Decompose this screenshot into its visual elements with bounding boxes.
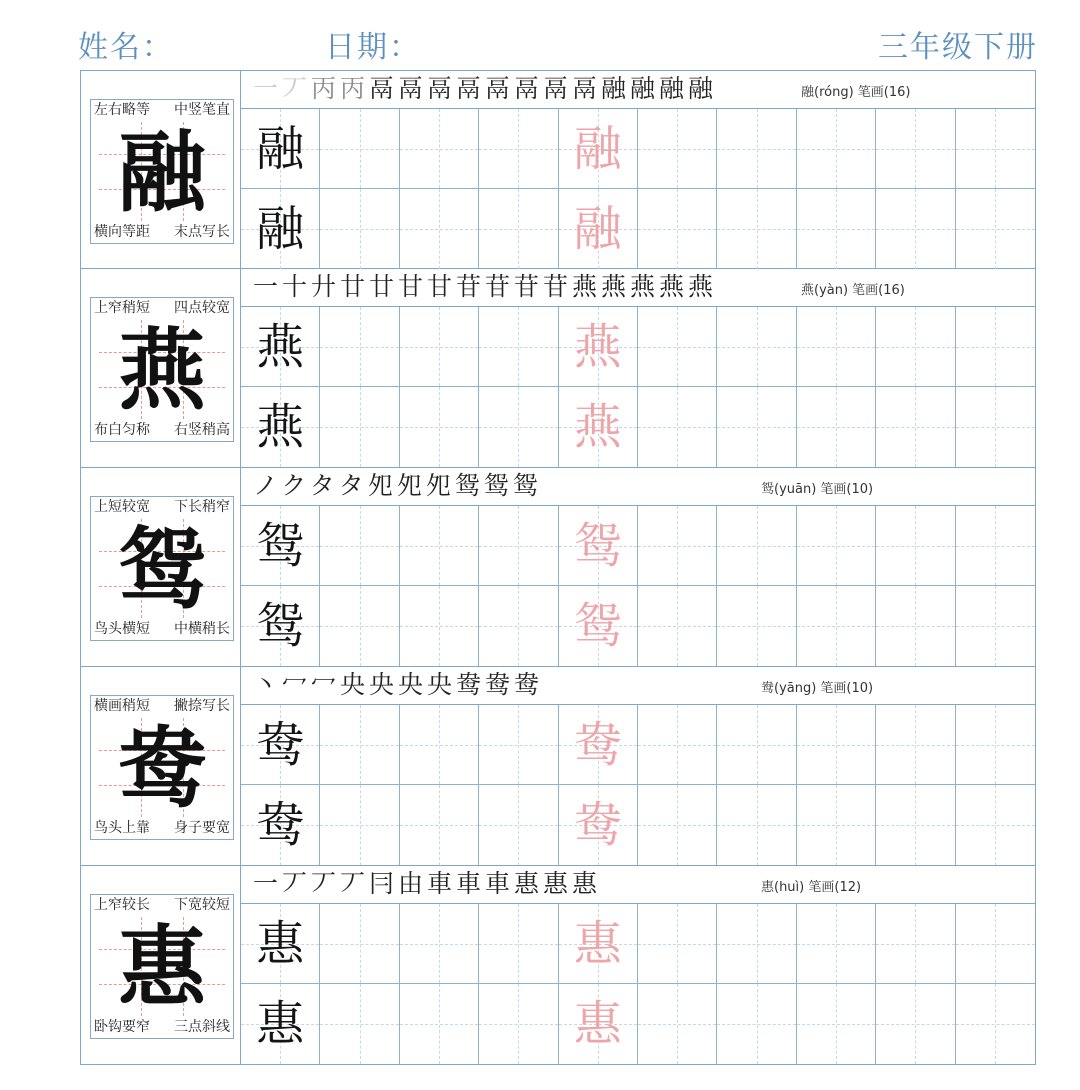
writing-cell[interactable]: [479, 506, 558, 586]
example-cell: [559, 109, 638, 189]
example-cell: [559, 984, 638, 1064]
writing-tip: 中横稍长: [174, 621, 230, 637]
writing-cell[interactable]: [638, 506, 717, 586]
writing-cell[interactable]: [400, 586, 479, 666]
writing-cell[interactable]: [717, 785, 796, 865]
writing-cell[interactable]: [876, 586, 955, 666]
writing-cell[interactable]: [876, 904, 955, 984]
writing-cell[interactable]: [479, 109, 558, 189]
writing-cell[interactable]: [956, 705, 1035, 785]
writing-cell[interactable]: [797, 705, 876, 785]
writing-cell[interactable]: [717, 586, 796, 666]
writing-cell[interactable]: [320, 785, 399, 865]
trace-character: 融: [573, 201, 622, 257]
model-column: [81, 71, 241, 269]
writing-tip: 撇捺写长: [174, 698, 230, 714]
stroke-sequence: [253, 271, 717, 303]
model-character: 鸳: [117, 517, 206, 621]
writing-cell[interactable]: [479, 307, 558, 387]
example-character: 鸳: [256, 598, 305, 654]
writing-cell[interactable]: [956, 387, 1035, 467]
writing-cell[interactable]: [638, 189, 717, 269]
stroke-step-dark: 丶冖冖央央央央鸯鸯鸯: [253, 670, 544, 699]
writing-cell[interactable]: [638, 109, 717, 189]
writing-cell[interactable]: [956, 904, 1035, 984]
writing-cell[interactable]: [717, 984, 796, 1064]
example-character: 融: [256, 201, 305, 257]
model-character: 融: [117, 120, 206, 224]
practice-grid: [241, 307, 1035, 467]
stroke-sequence: [253, 669, 543, 701]
model-character-box: [90, 297, 234, 442]
writing-tip: 布白匀称: [94, 422, 150, 438]
example-cell: [241, 387, 320, 467]
example-character: 燕: [256, 319, 305, 375]
writing-cell[interactable]: [479, 785, 558, 865]
writing-cell[interactable]: [400, 109, 479, 189]
writing-cell[interactable]: [638, 785, 717, 865]
pinyin-stroke-count: 融(róng) 笔画(16): [801, 85, 911, 100]
example-cell: [559, 307, 638, 387]
writing-tip: 身子要宽: [174, 820, 230, 836]
writing-cell[interactable]: [717, 307, 796, 387]
writing-tip: 三点斜线: [174, 1019, 230, 1035]
writing-cell[interactable]: [400, 984, 479, 1064]
writing-cell[interactable]: [320, 904, 399, 984]
writing-cell[interactable]: [797, 189, 876, 269]
example-cell: [241, 506, 320, 586]
model-character: 惠: [117, 915, 206, 1019]
example-cell: [559, 586, 638, 666]
writing-cell[interactable]: [956, 307, 1035, 387]
pinyin-stroke-count: 鸯(yāng) 笔画(10): [761, 681, 874, 696]
example-cell: [559, 705, 638, 785]
writing-cell[interactable]: [400, 705, 479, 785]
writing-tip: 右竖稍高: [174, 422, 230, 438]
example-cell: [559, 189, 638, 269]
char-block-3: [80, 468, 1036, 667]
char-block-5: [80, 866, 1036, 1065]
example-cell: [559, 904, 638, 984]
char-block-2: [80, 269, 1036, 468]
model-column: [81, 468, 241, 666]
grade-label: 三年级下册: [878, 30, 1038, 65]
example-cell: [241, 307, 320, 387]
char-block-1: [80, 70, 1036, 269]
writing-cell[interactable]: [717, 904, 796, 984]
writing-cell[interactable]: [876, 189, 955, 269]
writing-cell[interactable]: [400, 785, 479, 865]
example-cell: [241, 109, 320, 189]
writing-tip: 末点写长: [174, 224, 230, 240]
trace-character: 鸯: [573, 717, 622, 773]
trace-character: 鸳: [573, 518, 622, 574]
writing-cell[interactable]: [320, 109, 399, 189]
practice-grid: [241, 506, 1035, 666]
trace-character: 鸳: [573, 598, 622, 654]
name-label: 姓名：: [78, 30, 174, 65]
stroke-order-row: [241, 667, 1035, 705]
writing-cell[interactable]: [400, 189, 479, 269]
writing-cell[interactable]: [400, 387, 479, 467]
writing-cell[interactable]: [638, 586, 717, 666]
stroke-step-dark: 一十廾廿廿甘甘苷苷苷苷燕燕燕燕燕: [253, 272, 718, 301]
writing-cell[interactable]: [638, 705, 717, 785]
writing-cell[interactable]: [797, 904, 876, 984]
writing-cell[interactable]: [956, 785, 1035, 865]
example-cell: [241, 785, 320, 865]
model-character-box: [90, 894, 234, 1039]
writing-cell[interactable]: [638, 387, 717, 467]
stroke-sequence: [253, 868, 601, 900]
example-cell: [241, 189, 320, 269]
writing-tip: 下长稍窄: [174, 499, 230, 515]
trace-character: 惠: [573, 916, 622, 972]
practice-grid: [241, 705, 1035, 865]
example-cell: [559, 785, 638, 865]
model-column: [81, 269, 241, 467]
writing-cell[interactable]: [876, 387, 955, 467]
writing-tip: 左右略等: [94, 102, 150, 118]
writing-cell[interactable]: [638, 307, 717, 387]
writing-cell[interactable]: [320, 586, 399, 666]
writing-tip: 卧钩要窄: [94, 1019, 150, 1035]
pinyin-stroke-count: 燕(yàn) 笔画(16): [801, 283, 905, 298]
model-character-box: [90, 496, 234, 641]
trace-character: 鸯: [573, 797, 622, 853]
trace-character: 燕: [573, 319, 622, 375]
example-cell: [559, 387, 638, 467]
writing-cell[interactable]: [320, 705, 399, 785]
stroke-step-pale: 一丆: [253, 74, 312, 103]
writing-cell[interactable]: [638, 904, 717, 984]
model-column: [81, 667, 241, 865]
writing-tip: 四点较宽: [174, 300, 230, 316]
writing-cell[interactable]: [320, 387, 399, 467]
writing-cell[interactable]: [956, 506, 1035, 586]
writing-tip: 横画稍短: [94, 698, 150, 714]
example-character: 惠: [256, 916, 305, 972]
writing-cell[interactable]: [479, 904, 558, 984]
writing-cell[interactable]: [956, 109, 1035, 189]
stroke-step-mid: 丙丙: [311, 74, 370, 103]
writing-cell[interactable]: [876, 506, 955, 586]
example-cell: [241, 904, 320, 984]
practice-grid: [241, 109, 1035, 269]
writing-cell[interactable]: [797, 785, 876, 865]
model-character-box: [90, 695, 234, 840]
model-character: 鸯: [117, 716, 206, 820]
writing-cell[interactable]: [320, 506, 399, 586]
practice-grid: [241, 904, 1035, 1064]
char-block-4: [80, 667, 1036, 866]
writing-cell[interactable]: [479, 705, 558, 785]
writing-cell[interactable]: [400, 307, 479, 387]
writing-cell[interactable]: [797, 586, 876, 666]
writing-tip: 中竖笔直: [174, 102, 230, 118]
pinyin-stroke-count: 鸳(yuān) 笔画(10): [761, 482, 874, 497]
trace-character: 燕: [573, 399, 622, 455]
writing-cell[interactable]: [479, 189, 558, 269]
date-label: 日期：: [325, 30, 421, 65]
writing-cell[interactable]: [876, 307, 955, 387]
writing-cell[interactable]: [320, 189, 399, 269]
writing-cell[interactable]: [797, 984, 876, 1064]
example-character: 鸯: [256, 717, 305, 773]
model-character-box: [90, 99, 234, 244]
writing-cell[interactable]: [717, 506, 796, 586]
example-cell: [241, 586, 320, 666]
writing-cell[interactable]: [797, 307, 876, 387]
stroke-sequence: [253, 470, 542, 502]
stroke-order-row: [241, 71, 1035, 109]
pinyin-stroke-count: 惠(huì) 笔画(12): [761, 880, 862, 895]
writing-cell[interactable]: [320, 307, 399, 387]
writing-tip: 下宽较短: [174, 897, 230, 913]
stroke-order-row: [241, 269, 1035, 307]
example-cell: [241, 705, 320, 785]
example-character: 融: [256, 121, 305, 177]
stroke-sequence: [253, 73, 717, 105]
writing-cell[interactable]: [479, 586, 558, 666]
stroke-step-dark: 一丆丆丆冃由車車車惠惠惠: [253, 869, 602, 898]
writing-cell[interactable]: [956, 586, 1035, 666]
model-column: [81, 866, 241, 1064]
model-character: 燕: [117, 318, 206, 422]
writing-cell[interactable]: [797, 109, 876, 189]
writing-cell[interactable]: [717, 387, 796, 467]
writing-tip: 上窄较长: [94, 897, 150, 913]
example-cell: [241, 984, 320, 1064]
writing-cell[interactable]: [956, 984, 1035, 1064]
trace-character: 惠: [573, 996, 622, 1052]
writing-cell[interactable]: [638, 984, 717, 1064]
writing-cell[interactable]: [717, 109, 796, 189]
stroke-step-dark: ノクタタ夗夗夗鸳鸳鸳: [253, 471, 542, 500]
stroke-step-dark: 鬲鬲鬲鬲鬲鬲鬲鬲融融融融: [369, 74, 718, 103]
writing-tip: 横向等距: [94, 224, 150, 240]
writing-cell[interactable]: [479, 387, 558, 467]
stroke-order-row: [241, 866, 1035, 904]
example-cell: [559, 506, 638, 586]
writing-cell[interactable]: [876, 785, 955, 865]
practice-sheet: [80, 70, 1036, 1090]
writing-cell[interactable]: [956, 189, 1035, 269]
example-character: 燕: [256, 399, 305, 455]
writing-cell[interactable]: [797, 387, 876, 467]
writing-cell[interactable]: [876, 705, 955, 785]
writing-tip: 上短较宽: [94, 499, 150, 515]
writing-tip: 上窄稍短: [94, 300, 150, 316]
writing-cell[interactable]: [320, 984, 399, 1064]
writing-tip: 鸟头上靠: [94, 820, 150, 836]
writing-cell[interactable]: [717, 705, 796, 785]
writing-cell[interactable]: [717, 189, 796, 269]
writing-cell[interactable]: [876, 984, 955, 1064]
trace-character: 融: [573, 121, 622, 177]
example-character: 惠: [256, 996, 305, 1052]
writing-cell[interactable]: [400, 904, 479, 984]
writing-cell[interactable]: [400, 506, 479, 586]
writing-cell[interactable]: [876, 109, 955, 189]
writing-cell[interactable]: [797, 506, 876, 586]
example-character: 鸳: [256, 518, 305, 574]
writing-tip: 鸟头横短: [94, 621, 150, 637]
stroke-order-row: [241, 468, 1035, 506]
example-character: 鸯: [256, 797, 305, 853]
writing-cell[interactable]: [479, 984, 558, 1064]
